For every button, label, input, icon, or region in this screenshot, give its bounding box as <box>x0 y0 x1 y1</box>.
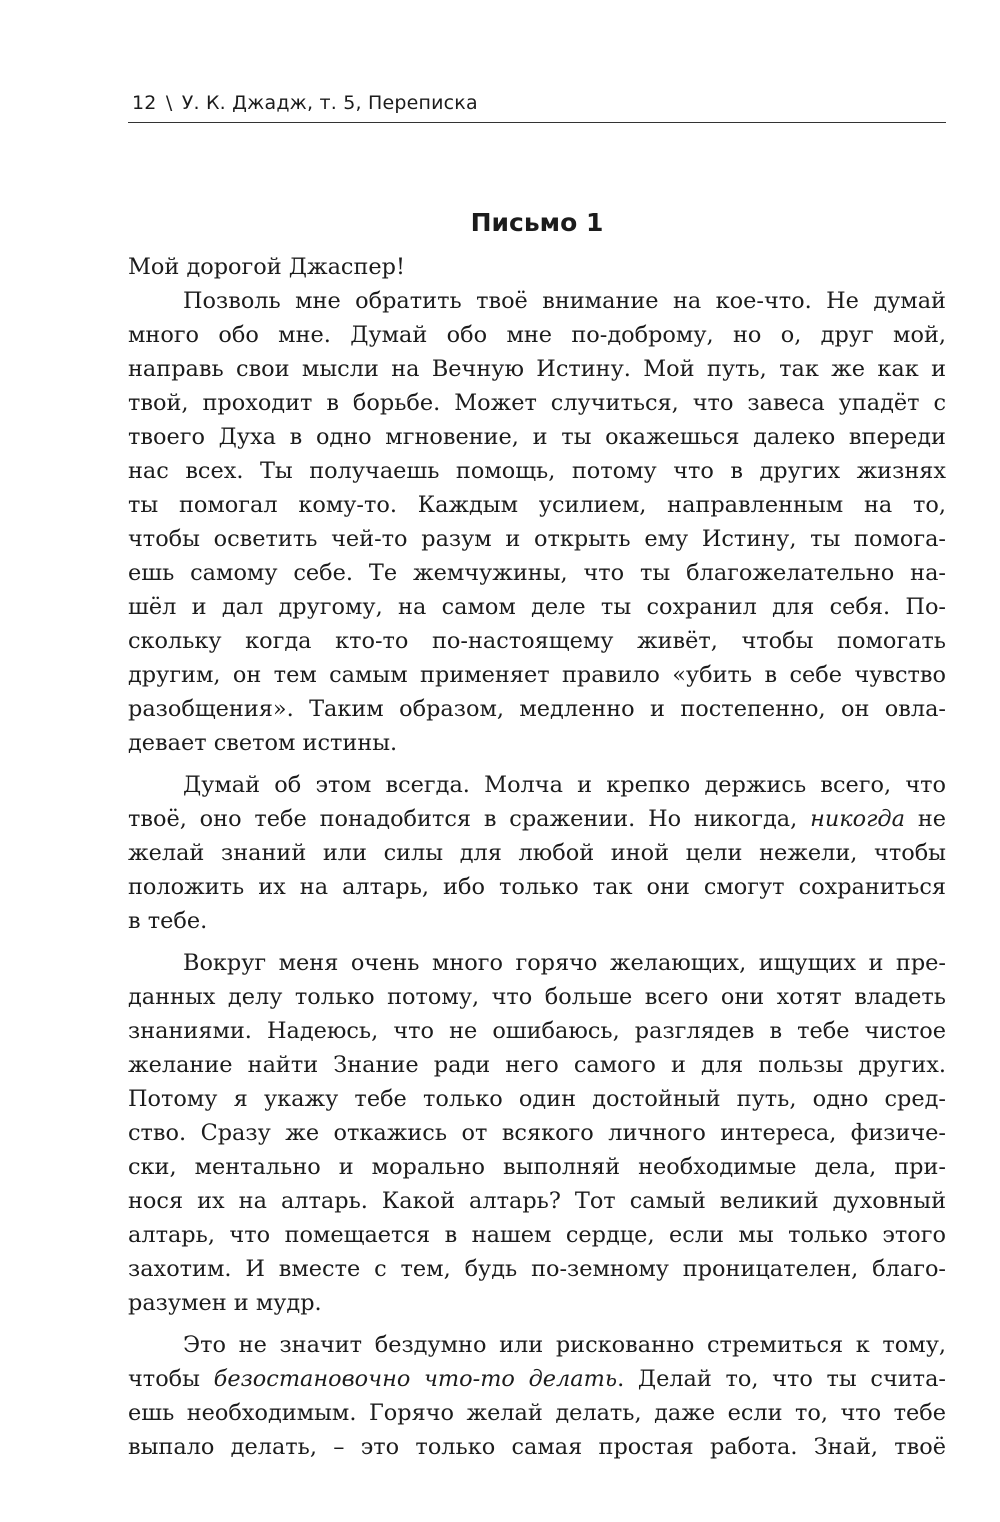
paragraph-4 <box>128 1328 946 1464</box>
salutation: Мой дорогой Джаспер! <box>128 254 405 280</box>
text-line: положить их на алтарь, ибо только так они смогут сохраниться <box>128 874 946 900</box>
page-number: 12 <box>132 92 157 114</box>
text-line: в тебе. <box>128 908 208 934</box>
text-line: ски, ментально и морально выполняй необходимые дела, при- <box>128 1154 946 1180</box>
emphasized-text: безостановочно что-то делать <box>213 1366 618 1392</box>
text-line: много обо мне. Думай обо мне по-доброму, но о, друг мой, <box>128 322 946 348</box>
text-line: ты помогал кому-то. Каждым усилием, направленным на то, <box>128 492 946 518</box>
text-line: ешь самому себе. Те жемчужины, что ты благожелательно на- <box>128 560 946 586</box>
text-line: нося их на алтарь. Какой алтарь? Тот самый великий духовный <box>128 1188 946 1214</box>
text-line: выпало делать, – это только самая простая работа. Знай, твоё <box>128 1434 946 1460</box>
running-head-separator: \ <box>165 92 173 114</box>
emphasized-text: никогда <box>810 806 905 832</box>
text-line: Это не значит бездумно или рискованно стремиться к тому, <box>183 1332 946 1358</box>
text-line: данных делу только потому, что больше всего они хотят владеть <box>128 984 946 1010</box>
text-segment: твоё, оно тебе понадобится в сражении. Но никогда, <box>128 806 798 832</box>
text-line: знаниями. Надеюсь, что не ошибаюсь, разглядев в тебе чистое <box>128 1018 946 1044</box>
text-line: девает светом истины. <box>128 730 398 756</box>
paragraph-3 <box>128 946 946 1320</box>
text-line <box>128 1362 946 1396</box>
text-line: скольку когда кто-то по-настоящему живёт, чтобы помогать <box>128 628 946 654</box>
letter-title: Письмо 1 <box>470 208 604 237</box>
text-line: твой, проходит в борьбе. Может случиться, что завеса упадёт с <box>128 390 946 416</box>
text-line <box>128 802 946 836</box>
text-segment: не <box>917 806 946 832</box>
text-line: разобщения». Таким образом, медленно и постепенно, он овла- <box>128 696 946 722</box>
paragraph-1 <box>128 284 946 760</box>
text-line: желай знаний или силы для любой иной цели нежели, чтобы <box>128 840 946 866</box>
text-line: разумен и мудр. <box>128 1290 322 1316</box>
text-line: Потому я укажу тебе только один достойный путь, одно сред- <box>128 1086 946 1112</box>
text-line: другим, он тем самым применяет правило «убить в себе чувство <box>128 662 946 688</box>
text-line: захотим. И вместе с тем, будь по-земному проницателен, благо- <box>128 1256 946 1282</box>
text-line: ство. Сразу же откажись от всякого личного интереса, физиче- <box>128 1120 946 1146</box>
text-line: направь свои мысли на Вечную Истину. Мой путь, так же как и <box>128 356 946 382</box>
text-line: ешь необходимым. Горячо желай делать, даже если то, что тебе <box>128 1400 946 1426</box>
paragraph-2 <box>128 768 946 938</box>
text-line: алтарь, что помещается в нашем сердце, если мы только этого <box>128 1222 946 1248</box>
text-line: Позволь мне обратить твоё внимание на кое-что. Не думай <box>183 288 946 314</box>
text-segment: чтобы <box>128 1366 200 1392</box>
text-line: Вокруг меня очень много горячо желающих, ищущих и пре- <box>183 950 946 976</box>
text-line: желание найти Знание ради него самого и для пользы других. <box>128 1052 946 1078</box>
header-rule <box>128 122 946 123</box>
running-title: У. К. Джадж, т. 5, Переписка <box>181 92 478 114</box>
text-line: твоего Духа в одно мгновение, и ты окажешься далеко впереди <box>128 424 946 450</box>
letter-body <box>128 250 946 1472</box>
text-line: Думай об этом всегда. Молча и крепко держись всего, что <box>183 772 946 798</box>
text-segment: . Делай то, что ты счита- <box>617 1366 946 1392</box>
text-line: нас всех. Ты получаешь помощь, потому что в других жизнях <box>128 458 946 484</box>
text-line: шёл и дал другому, на самом деле ты сохранил для себя. По- <box>128 594 946 620</box>
text-line: чтобы осветить чей-то разум и открыть ему Истину, ты помога- <box>128 526 946 552</box>
running-head <box>132 92 478 114</box>
